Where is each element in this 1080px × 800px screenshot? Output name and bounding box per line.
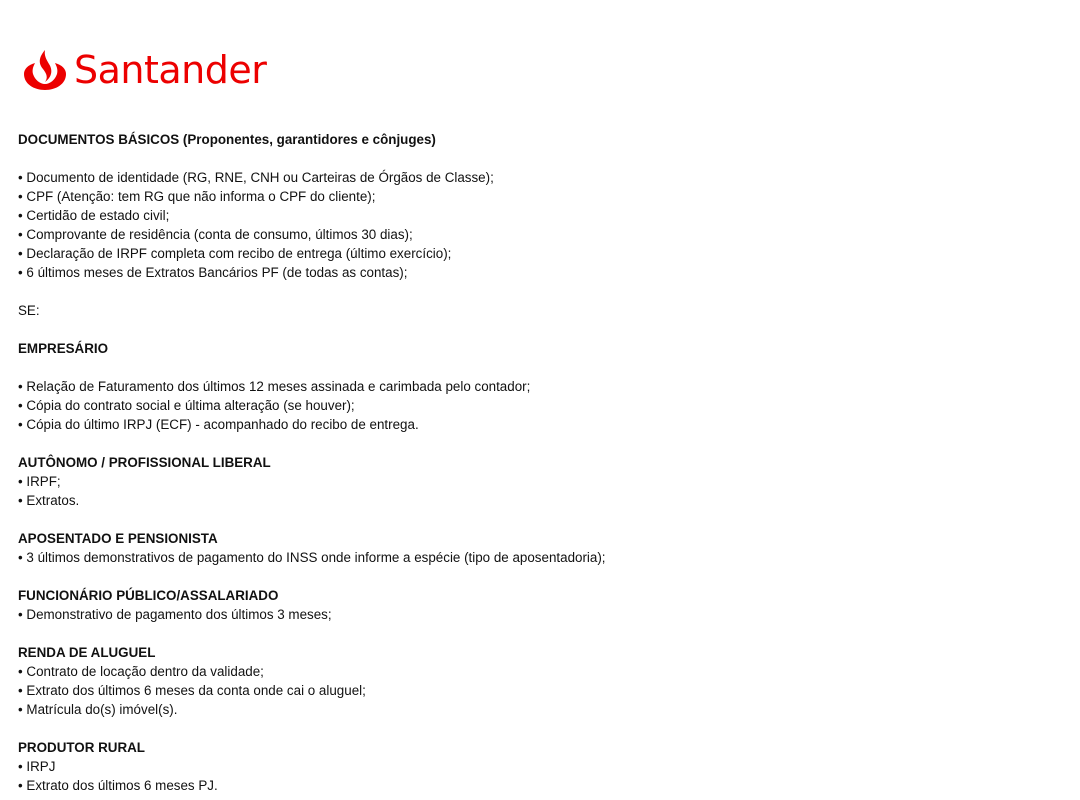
list-item: • Extratos. <box>18 493 80 508</box>
section-title-autonomo: AUTÔNOMO / PROFISSIONAL LIBERAL <box>18 455 271 470</box>
list-item: • Relação de Faturamento dos últimos 12 meses assinada e carimbada pelo contador; <box>18 379 531 394</box>
list-item: • Documento de identidade (RG, RNE, CNH ou Carteiras de Órgãos de Classe); <box>18 170 494 185</box>
list-item: • IRPJ <box>18 759 56 774</box>
section-title-aposentado: APOSENTADO E PENSIONISTA <box>18 531 218 546</box>
list-item: • Extrato dos últimos 6 meses da conta onde cai o aluguel; <box>18 683 366 698</box>
section-title-funcionario: FUNCIONÁRIO PÚBLICO/ASSALARIADO <box>18 588 279 603</box>
list-item: • Contrato de locação dentro da validade; <box>18 664 264 679</box>
list-item: • Extrato dos últimos 6 meses PJ. <box>18 778 218 793</box>
section-title-rural: PRODUTOR RURAL <box>18 740 145 755</box>
document-body <box>18 130 1058 795</box>
list-item: • Matrícula do(s) imóvel(s). <box>18 702 178 717</box>
section-title-empresario: EMPRESÁRIO <box>18 341 109 356</box>
list-item: • Cópia do contrato social e última alteração (se houver); <box>18 398 355 413</box>
list-item: • 6 últimos meses de Extratos Bancários PF (de todas as contas); <box>18 265 408 280</box>
list-item: • Declaração de IRPF completa com recibo de entrega (último exercício); <box>18 246 452 261</box>
section-title-basic: DOCUMENTOS BÁSICOS (Proponentes, garantidores e cônjuges) <box>18 132 436 147</box>
santander-flame-icon <box>22 48 68 92</box>
list-item: • 3 últimos demonstrativos de pagamento do INSS onde informe a espécie (tipo de aposentadoria); <box>18 550 606 565</box>
list-item: • Certidão de estado civil; <box>18 208 170 223</box>
list-item: • IRPF; <box>18 474 61 489</box>
list-item: • Comprovante de residência (conta de consumo, últimos 30 dias); <box>18 227 413 242</box>
list-item: • Cópia do último IRPJ (ECF) - acompanhado do recibo de entrega. <box>18 417 419 432</box>
brand-name: Santander <box>74 48 267 92</box>
list-item: • Demonstrativo de pagamento dos últimos 3 meses; <box>18 607 332 622</box>
section-title-aluguel: RENDA DE ALUGUEL <box>18 645 156 660</box>
list-item: • CPF (Atenção: tem RG que não informa o CPF do cliente); <box>18 189 376 204</box>
se-label: SE: <box>18 303 40 318</box>
santander-logo <box>22 47 266 93</box>
